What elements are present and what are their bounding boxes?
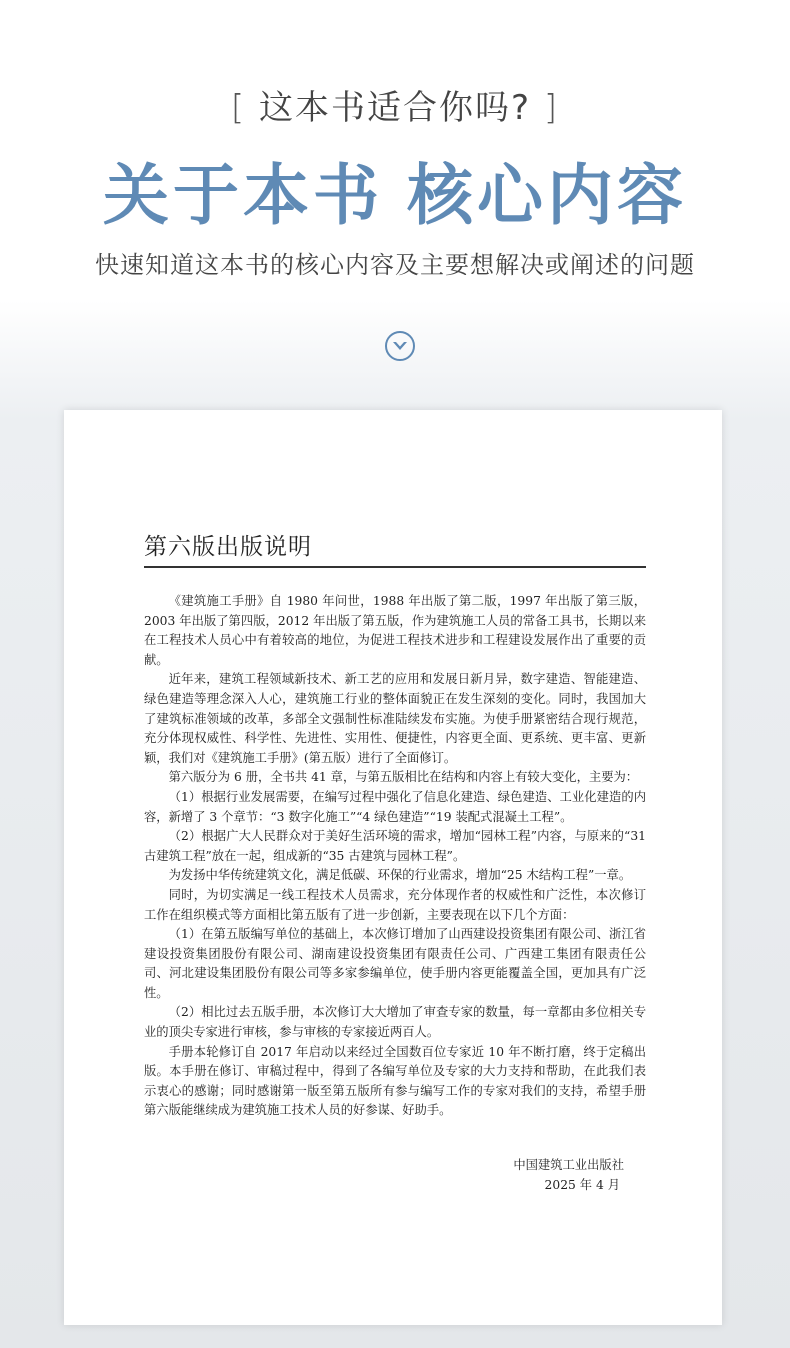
main-title-part2: 核心内容 [407,156,687,234]
paragraph-6: 为发扬中华传统建筑文化，满足低碳、环保的行业需求，增加“25 木结构工程”一章。 [168,868,632,883]
subtitle: 快速知道这本书的核心内容及主要想解决或阐述的问题 [95,251,695,279]
title-divider [144,566,646,568]
question-text: 这本书适合你吗? [258,88,532,128]
paragraph-4: （1）根据行业发展需要，在编写过程中强化了信息化建造、绿色建造、工业化建造的内容，新增了 3 个章节：“3 数字化施工”“4 绿色建造”“19 装配式混凝土工程”。 [144,789,646,824]
paragraph-10: 手册本轮修订自 2017 年启动以来经过全国数百位专家近 10 年不断打磨，终于定稿出版。本手册在修订、审稿过程中，得到了各编写单位及专家的大力支持和帮助，在此我们表示衷心的感谢；同时感谢第一版至第五版所有参与编写工作的专家对我们的支持，希望手册第六版能继续成为建筑施工技术人员的好参谋、好助手。 [144,1044,646,1118]
paragraph-5: （2）根据广大人民群众对于美好生活环境的需求，增加“园林工程”内容，与原来的“31 古建筑工程”放在一起，组成新的“35 古建筑与园林工程”。 [144,829,646,863]
paragraph-8: （1）在第五版编写单位的基础上，本次修订增加了山西建设投资集团有限公司、浙江省建设投资集团股份有限公司、湖南建设投资集团有限责任公司、广西建工集团有限责任公司、河北建设集团股份有限公司等多家参编单位，使手册内容更能覆盖全国，更加具有广泛性。 [144,927,646,1000]
publisher-name: 中国建筑工业出版社 [513,1158,624,1172]
right-bracket: ] [543,88,560,128]
main-title [0,142,790,237]
document-page [64,410,722,1325]
paragraph-2: 近年来，建筑工程领域新技术、新工艺的应用和发展日新月异，数字建造、智能建造、绿色建造等理念深入人心，建筑施工行业的整体面貌正在发生深刻的变化。同时，我国加大了建筑标准领域的改革，多部全文强制性标准陆续发布实施。为使手册紧密结合现行规范，充分体现权威性、科学性、先进性、实用性、便捷性，内容更全面、更系统、更丰富、更新颖，我们对《建筑施工手册》(第五版）进行了全面修订。 [144,672,646,765]
intro-header [0,0,790,400]
paragraph-3: 第六版分为 6 册，全书共 41 章，与第五版相比在结构和内容上有较大变化，主要为： [168,770,639,785]
left-bracket: [ [230,88,247,128]
paragraph-7: 同时，为切实满足一线工程技术人员需求，充分体现作者的权威性和广泛性，本次修订工作在组织模式等方面相比第五版有了进一步创新，主要表现在以下几个方面： [144,887,646,922]
chevron-down-circle-icon [384,330,416,362]
main-title-part1: 关于本书 [103,156,383,234]
publish-date: 2025 年 4 月 [544,1177,620,1192]
document-title: 第六版出版说明 [144,534,312,560]
document-body [144,592,646,1121]
paragraph-1: 《建筑施工手册》自 1980 年问世，1988 年出版了第二版，1997 年出版了第三版，2003 年出版了第四版，2012 年出版了第五版，作为建筑施工人员的常备工具书，长期以来在工程技术人员心中有着较高的地位，为促进工程技术进步和工程建设发展作出了重要的贡献。 [144,594,646,667]
question-heading [0,80,790,129]
paragraph-9: （2）相比过去五版手册，本次修订大大增加了审查专家的数量，每一章都由多位相关专业的顶尖专家进行审核，参与审核的专家接近两百人。 [144,1005,646,1040]
document-signature [144,1156,624,1195]
